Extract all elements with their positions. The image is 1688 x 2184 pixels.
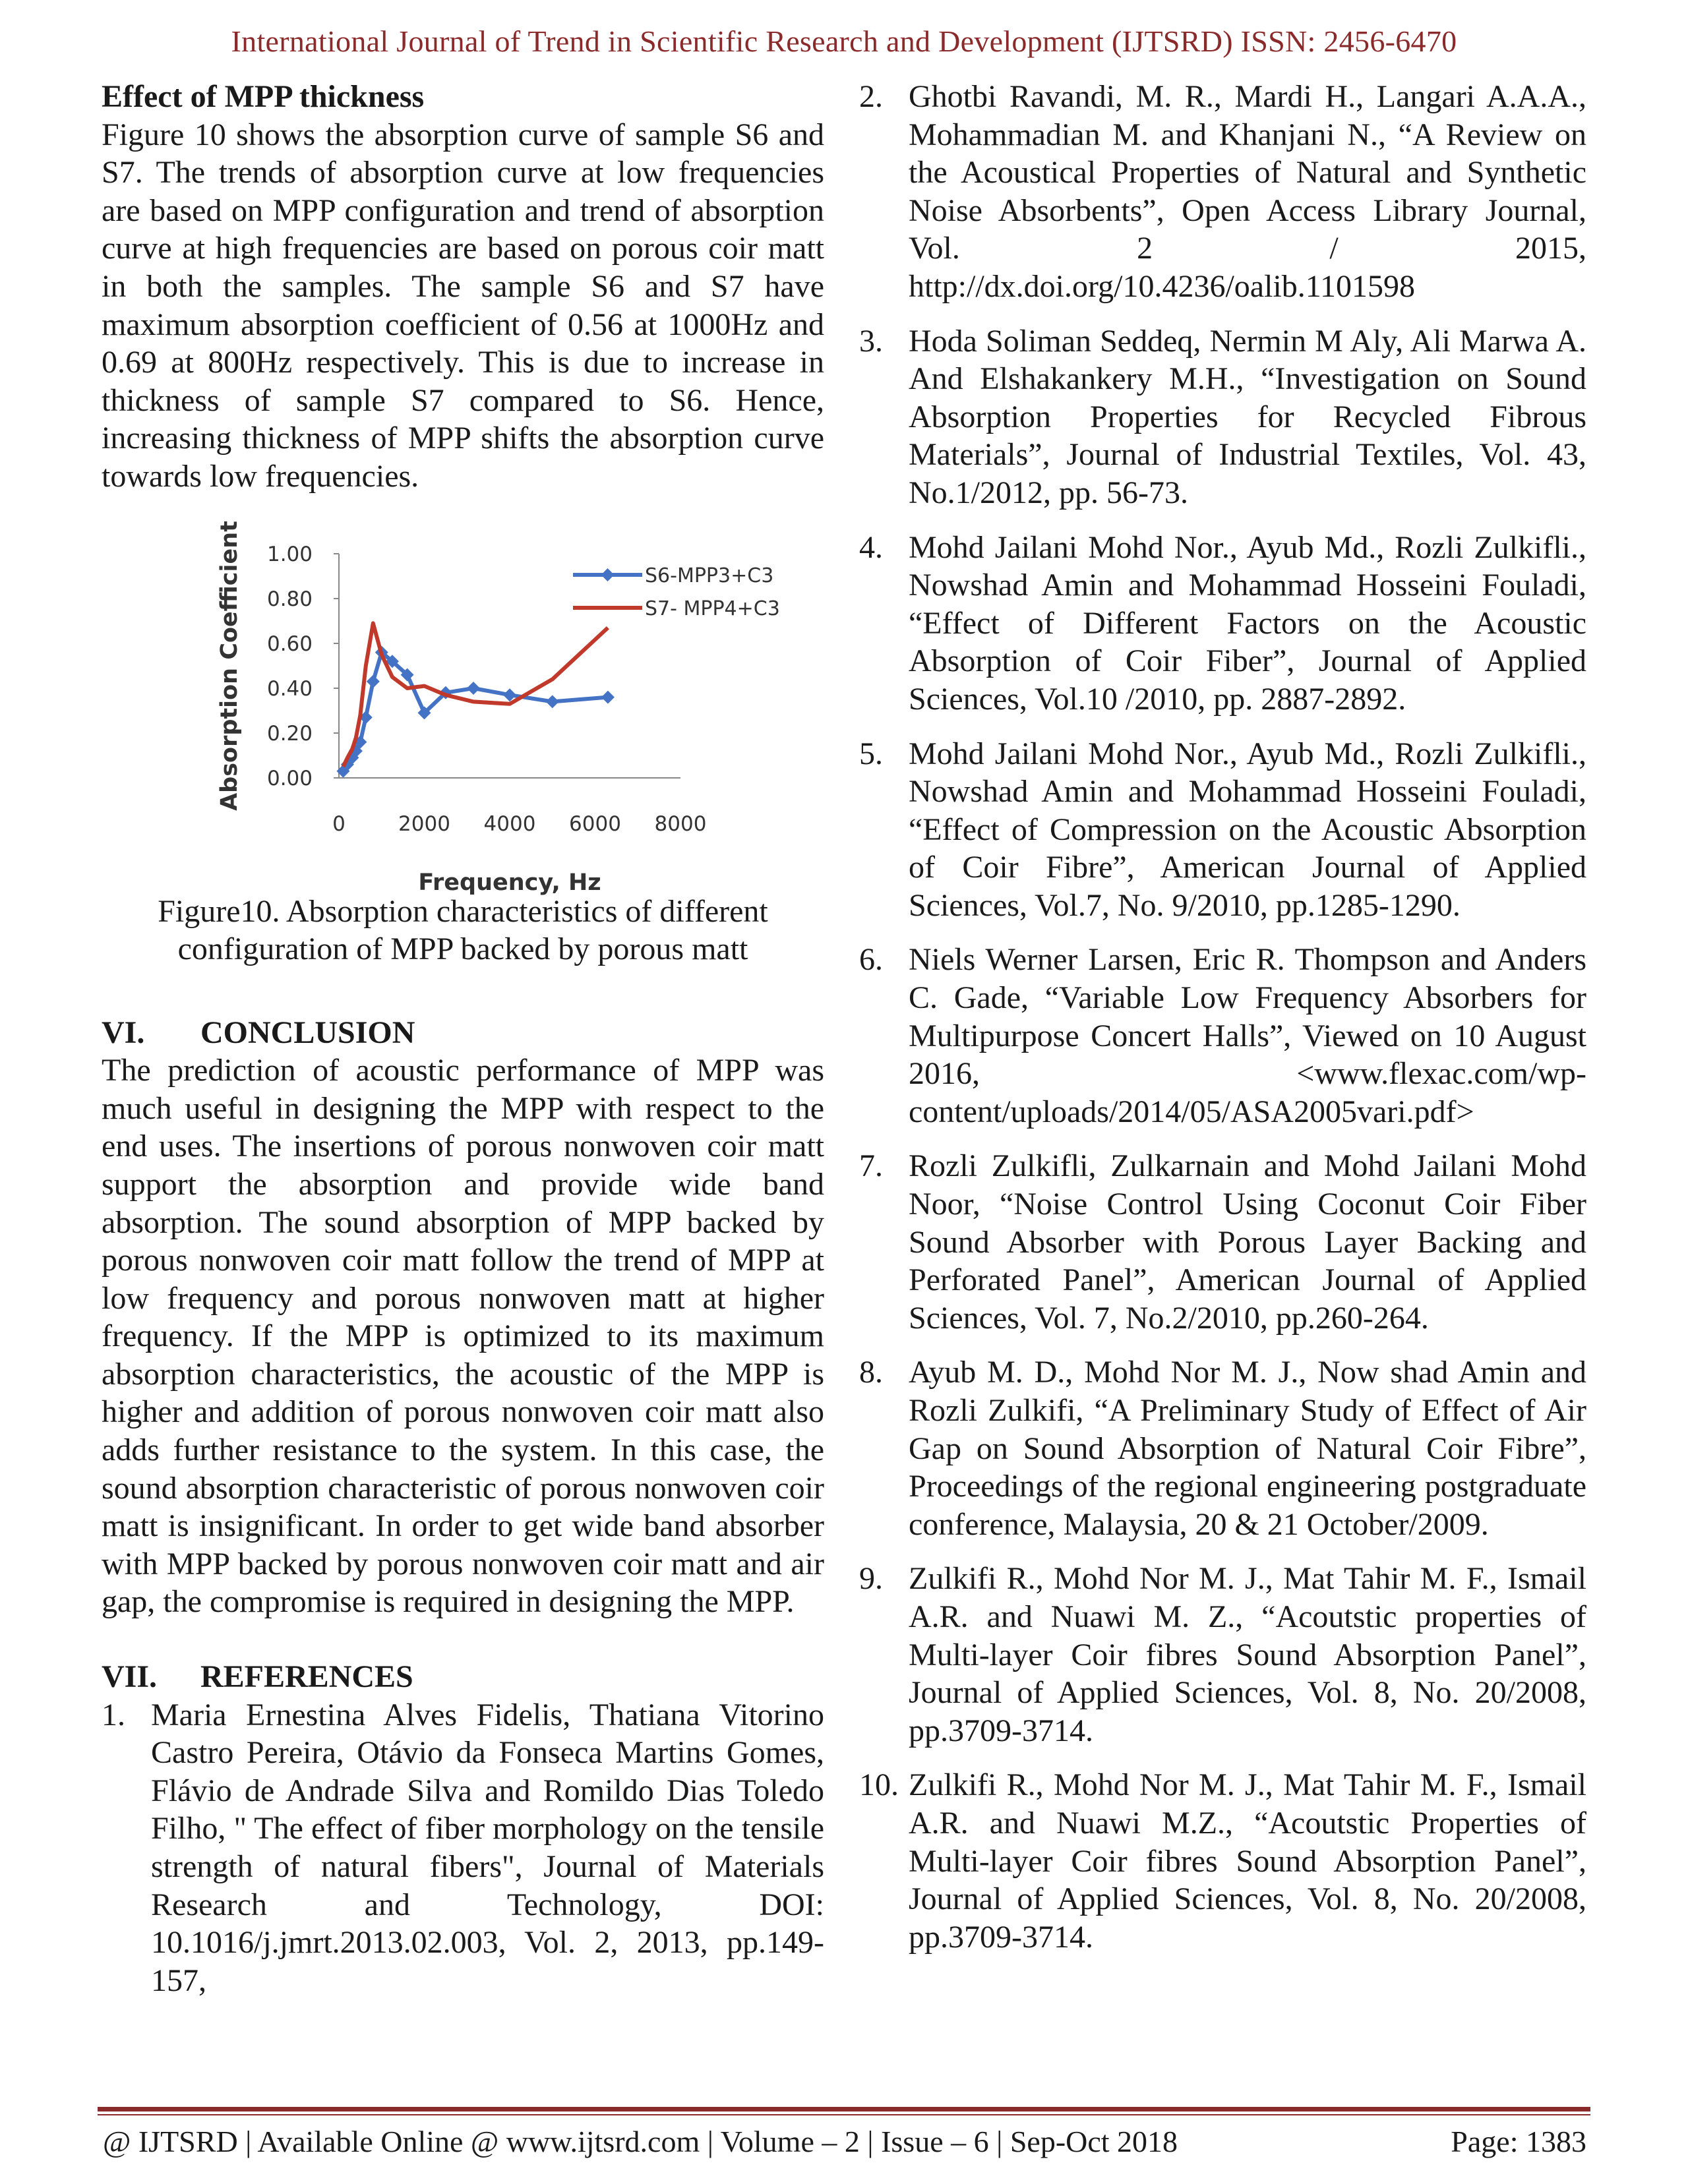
y-tick-label: 0.20 [266,721,313,746]
reference-number: 3. [859,323,883,359]
reference-number: 2. [859,79,883,114]
reference-number: 10. [859,1767,899,1803]
right-column [859,78,1586,1956]
data-point [367,674,380,688]
footer-rule-thin [98,2114,1590,2115]
y-tick-label: 0.80 [266,587,313,611]
reference-number: 4. [859,529,883,565]
reference-item [859,529,1586,719]
figure-10 [102,502,824,967]
legend-marker [601,568,615,581]
absorption-chart [102,502,824,898]
reference-item [859,1766,1586,1956]
journal-header: International Journal of Trend in Scientific Research and Development (IJTSRD) ISSN: 2456-6470 [231,24,1457,58]
series-line-2 [343,623,607,767]
x-tick-label: 0 [332,812,346,836]
reference-text: Ghotbi Ravandi, M. R., Mardi H., Langari A.A.A., Mohammadian M. and Khanjani N., “A Review on the Acoustical Properties of Natural and Synthetic Noise Absorbents”, Open Access Library Journal, Vol. 2 / 2015, http://dx.doi.org/10.4236/oalib.1101598 [909,79,1586,304]
y-tick-label: 0.60 [266,632,313,656]
footer-citation: @ IJTSRD | Available Online @ www.ijtsrd.com | Volume – 2 | Issue – 6 | Sep-Oct 2018 [103,2125,1178,2158]
conclusion-paragraph: The prediction of acoustic performance of MPP was much useful in designing the MPP with respect to the end uses. The insertions of porous nonwoven coir matt support the absorption and provide wide band absorption. The sound absorption of MPP backed by porous nonwoven coir matt follow the trend of MPP at low frequency and porous nonwoven matt at higher frequency. If the MPP is optimized to its maximum absorption characteristics, the acoustic of the MPP is higher and addition of porous nonwoven coir matt also adds further resistance to the system. In this case, the sound absorption characteristic of porous nonwoven coir matt is insignificant. In order to get wide band absorber with MPP backed by porous nonwoven coir matt and air gap, the compromise is required in designing the MPP. [102,1053,824,1620]
y-tick-label: 0.00 [266,766,313,790]
reference-text: Zulkifi R., Mohd Nor M. J., Mat Tahir M. F., Ismail A.R. and Nuawi M. Z., “Acoutstic properties of Multi-layer Coir fibres Sound Absorption Panel”, Journal of Applied Sciences, Vol. 8, No. 20/2008, pp.3709-3714. [909,1561,1586,1748]
reference-number: 9. [859,1561,883,1597]
reference-item [859,1560,1586,1750]
reference-item [859,1353,1586,1543]
reference-item [859,1147,1586,1337]
y-axis-label: Absorption Coefficient [216,520,243,811]
reference-text: Mohd Jailani Mohd Nor., Ayub Md., Rozli Zulkifli., Nowshad Amin and Mohammad Hosseini Fouladi, “Effect of Different Factors on the Acoustic Absorption of Coir Fiber”, Journal of Applied Sciences, Vol.10 /2010, pp. 2887-2892. [909,529,1586,717]
references-number: VII. [102,1659,158,1695]
x-tick-label: 2000 [398,812,450,836]
reference-text: Hoda Soliman Seddeq, Nermin M Aly, Ali Marwa A. And Elshakankery M.H., “Investigation on Sound Absorption Properties for Recycled Fibrous Materials”, Journal of Industrial Textiles, Vol. 43, No.1/2012, pp. 56-73. [909,323,1586,510]
series-line-1 [343,652,607,771]
x-tick-label: 8000 [654,812,707,836]
mpp-thickness-heading: Effect of MPP thickness [102,79,425,114]
x-tick-label: 6000 [569,812,621,836]
page-number: Page: 1383 [1451,2125,1586,2158]
reference-item [859,78,1586,306]
conclusion-number: VI. [102,1015,145,1050]
x-axis-label: Frequency, Hz [418,869,601,896]
conclusion-heading [102,1014,824,1052]
data-point [546,695,559,708]
reference-number: 7. [859,1148,883,1184]
reference-text: Mohd Jailani Mohd Nor., Ayub Md., Rozli Zulkifli., Nowshad Amin and Mohammad Hosseini Fouladi, “Effect of Compression on the Acoustic Absorption of Coir Fibre”, American Journal of Applied Sciences, Vol.7, No. 9/2010, pp.1285-1290. [909,736,1586,923]
reference-item [859,322,1586,512]
reference-item [102,1696,824,2000]
reference-number: 1. [102,1697,125,1732]
figure-caption-line-1: Figure10. Absorption characteristics of different [158,893,768,929]
legend-label: S7- MPP4+C3 [645,597,780,620]
reference-number: 5. [859,736,883,771]
mpp-thickness-paragraph: Figure 10 shows the absorption curve of sample S6 and S7. The trends of absorption curve at low frequencies are based on MPP configuration and trend of absorption curve at high frequencies are based on porous coir matt in both the samples. The sample S6 and S7 have maximum absorption coefficient of 0.56 at 1000Hz and 0.69 at 800Hz respectively. This is due to increase in thickness of sample S7 compared to S6. Hence, increasing thickness of MPP shifts the absorption curve towards low frequencies. [102,117,824,494]
reference-text: Zulkifi R., Mohd Nor M. J., Mat Tahir M. F., Ismail A.R. and Nuawi M.Z., “Acoutstic Properties of Multi-layer Coir fibres Sound Absorption Panel”, Journal of Applied Sciences, Vol. 8, No. 20/2008, pp.3709-3714. [909,1767,1586,1955]
data-point [601,690,615,703]
y-tick-label: 1.00 [266,542,313,566]
y-tick-label: 0.40 [266,676,313,701]
conclusion-title: CONCLUSION [200,1015,415,1050]
references-heading [102,1658,824,1696]
references-title: REFERENCES [200,1659,413,1695]
reference-number: 8. [859,1355,883,1390]
x-tick-label: 4000 [483,812,536,836]
legend-label: S6-MPP3+C3 [645,564,774,587]
reference-text: Niels Werner Larsen, Eric R. Thompson and Anders C. Gade, “Variable Low Frequency Absorbers for Multipurpose Concert Halls”, Viewed on 10 August 2016, <www.flexac.com/wp-content/uploads/2014/05/ASA2005vari.pdf> [909,942,1586,1129]
reference-text: Maria Ernestina Alves Fidelis, Thatiana Vitorino Castro Pereira, Otávio da Fonseca Martins Gomes, Flávio de Andrade Silva and Romildo Dias Toledo Filho, " The effect of fiber morphology on the tensile strength of natural fibers", Journal of Materials Research and Technology, DOI: 10.1016/j.jmrt.2013.02.003, Vol. 2, 2013, pp.149-157, [151,1697,824,1998]
data-point [467,682,480,695]
reference-text: Rozli Zulkifli, Zulkarnain and Mohd Jailani Mohd Noor, “Noise Control Using Coconut Coir Fiber Sound Absorber with Porous Layer Backing and Perforated Panel”, American Journal of Applied Sciences, Vol. 7, No.2/2010, pp.260-264. [909,1148,1586,1336]
reference-item [859,735,1586,925]
reference-number: 6. [859,942,883,978]
reference-item [859,941,1586,1131]
figure-caption-line-2: configuration of MPP backed by porous matt [177,931,748,967]
footer-rule-thick [98,2107,1590,2111]
reference-text: Ayub M. D., Mohd Nor M. J., Now shad Amin and Rozli Zulkifi, “A Preliminary Study of Effect of Air Gap on Sound Absorption of Natural Coir Fibre”, Proceedings of the regional engineering postgraduate conference, Malaysia, 20 & 21 October/2009. [909,1355,1586,1542]
left-column [102,78,824,1999]
